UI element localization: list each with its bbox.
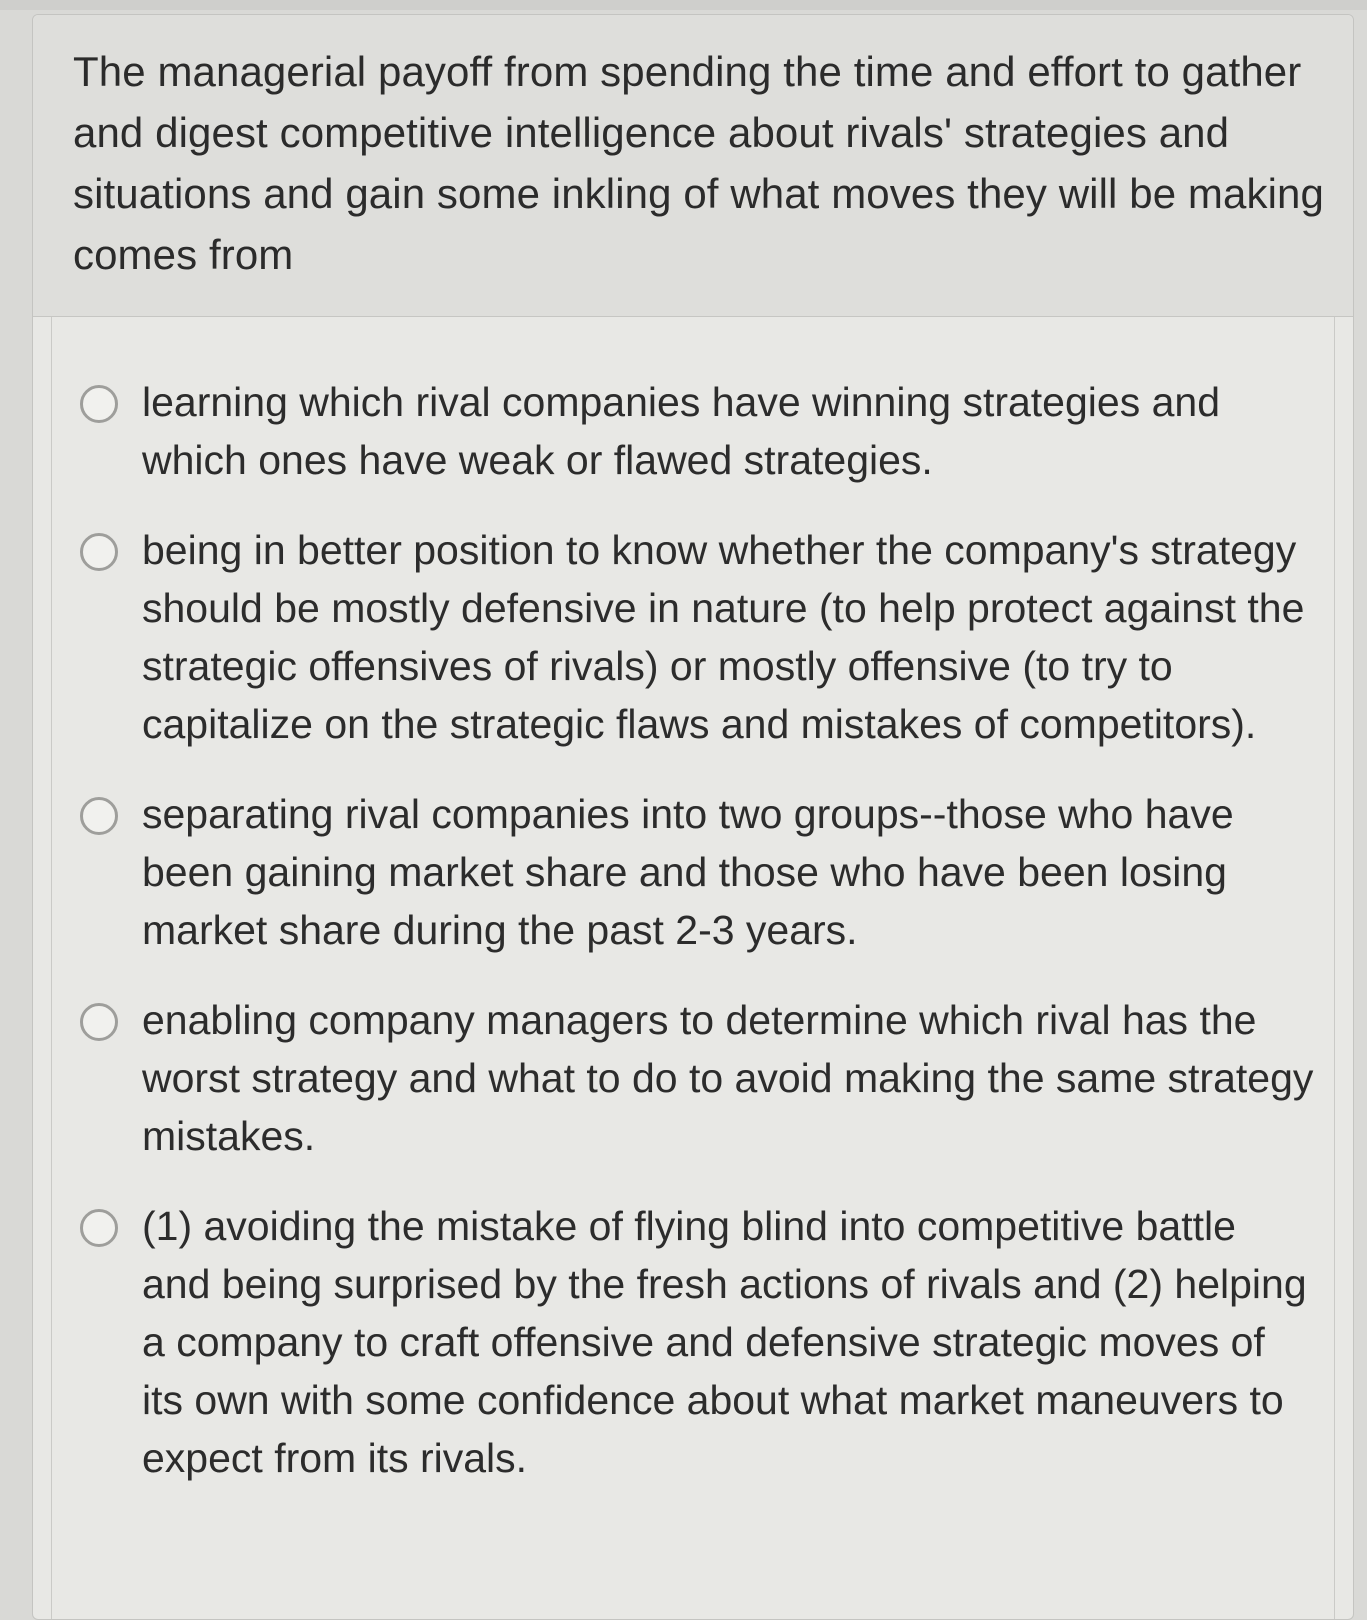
question-header: [33, 15, 1353, 317]
answer-option-label: enabling company managers to determine which rival has the worst strategy and what to do to avoid making the same strategy mistakes.: [142, 997, 1314, 1159]
answer-option-label: being in better position to know whether the company's strategy should be mostly defensive in nature (to help protect against the strategic offensives of rivals) or mostly offensive (to try to capitalize on the strategic flaws and mistakes of competitors).: [142, 527, 1305, 747]
answer-options: [51, 317, 1335, 1619]
radio-button-icon[interactable]: [80, 385, 118, 423]
radio-button-icon[interactable]: [80, 533, 118, 571]
answer-option-5[interactable]: [80, 1197, 1314, 1487]
radio-button-icon[interactable]: [80, 1003, 118, 1041]
answer-option-2[interactable]: [80, 521, 1314, 753]
answer-option-1[interactable]: [80, 373, 1314, 489]
answer-option-3[interactable]: [80, 785, 1314, 959]
radio-button-icon[interactable]: [80, 1209, 118, 1247]
question-text: The managerial payoff from spending the time and effort to gather and digest competitive intelligence about rivals' strategies and situations and gain some inkling of what moves they will be making comes from: [73, 48, 1324, 278]
radio-button-icon[interactable]: [80, 797, 118, 835]
question-card: [32, 14, 1354, 1620]
page-top-edge: [0, 0, 1367, 10]
answer-option-label: learning which rival companies have winning strategies and which ones have weak or flawed strategies.: [142, 379, 1220, 483]
answer-option-label: separating rival companies into two groups--those who have been gaining market share and those who have been losing market share during the past 2-3 years.: [142, 791, 1234, 953]
answer-option-4[interactable]: [80, 991, 1314, 1165]
answer-option-label: (1) avoiding the mistake of flying blind into competitive battle and being surprised by the fresh actions of rivals and (2) helping a company to craft offensive and defensive strategic moves of its own with some confidence about what market maneuvers to expect from its rivals.: [142, 1203, 1307, 1481]
